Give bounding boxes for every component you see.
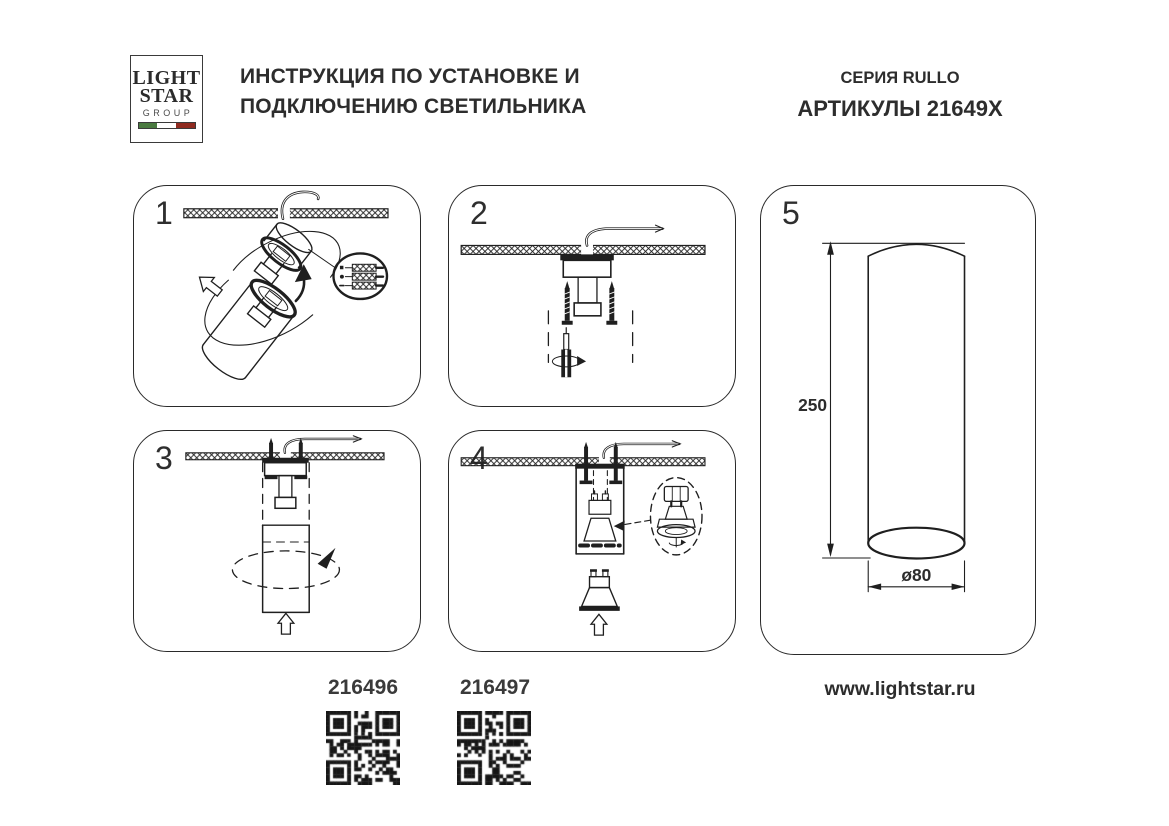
qr-code-1 [326,711,400,785]
step-2-drawing [449,186,735,406]
italian-flag-bar [138,122,196,129]
step-4-panel [448,430,736,652]
diameter-dimension-label: ø80 [901,564,932,585]
articles-label: АРТИКУЛЫ 21649X [797,96,1003,121]
step-3-drawing [134,431,420,651]
logo-text-group: GROUP [142,108,194,119]
step-1-drawing [134,186,420,406]
flag-green [139,123,158,128]
qr-code-2 [457,711,531,785]
logo-text-light: LIGHT [132,66,201,89]
logo-text-star: STAR [139,85,194,107]
page-title [240,62,587,122]
step-2-number: 2 [470,195,488,231]
step-3-panel [133,430,421,652]
step-1-panel [133,185,421,407]
lightstar-logo [130,55,203,143]
height-dimension-label: 250 [798,395,828,416]
website-text: www.lightstar.ru [824,678,976,700]
article-code-2: 216497 [459,676,531,699]
title-line-2: ПОДКЛЮЧЕНИЮ СВЕТИЛЬНИКА [240,95,587,118]
flag-red [176,123,195,128]
step-4-drawing [449,431,735,651]
series-label: СЕРИЯ RULLO [840,69,960,87]
step-3-number: 3 [155,440,173,476]
step-1-number: 1 [155,195,173,231]
step-5-number: 5 [782,195,800,231]
step-2-panel [448,185,736,407]
step-5-dimension-drawing [761,186,1035,654]
step-5-panel [760,185,1036,655]
article-code-1: 216496 [327,676,399,699]
title-line-1: ИНСТРУКЦИЯ ПО УСТАНОВКЕ И [240,65,580,88]
flag-white [157,123,176,128]
